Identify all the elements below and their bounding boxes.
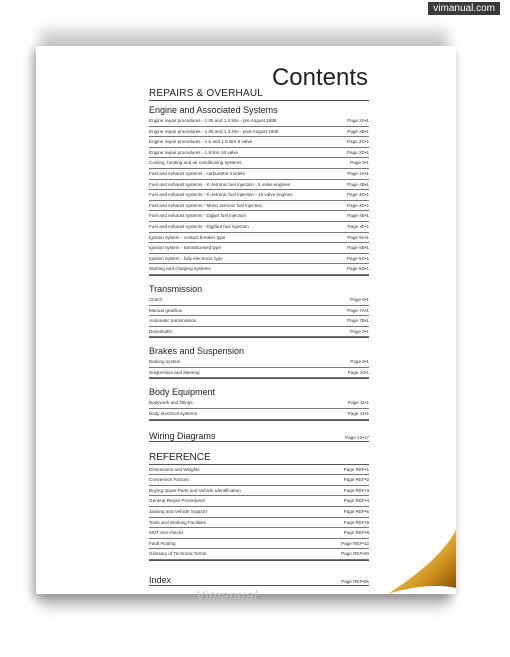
toc-entry-title: Fuel and exhaust systems - Digifant fuel injection [149,223,249,229]
toc-entry-title: Body electrical systems [149,411,197,417]
toc-entry[interactable] [149,211,369,222]
toc-entry-title: Conversion Factors [149,477,189,483]
toc-entry[interactable] [149,486,369,497]
toc-entry[interactable] [149,254,369,265]
page-title: Contents [271,64,368,91]
toc-entry[interactable] [149,222,369,233]
toc-entry-page: Page 5B•1 [347,245,369,251]
toc-entry-page: Page REF•4 [343,498,369,504]
toc-entry-page: Page 5A•1 [347,234,369,240]
section-transmission-heading: Transmission [149,283,203,294]
toc-entry-page: Page 2D•1 [346,149,369,155]
section-body-list [149,398,369,420]
toc-entry[interactable] [149,169,369,180]
section-brakes-heading: Brakes and Suspension [149,346,245,357]
toc-entry-title: Buying Spare Parts and Vehicle Identification [149,487,241,493]
toc-entry[interactable] [149,398,369,409]
toc-entry-title: General Repair Procedures [149,498,205,504]
toc-entry[interactable] [149,190,369,201]
toc-entry-title: Cooling, heating and air conditioning systems [149,160,242,166]
toc-entry-title: Tools and Working Facilities [149,519,206,525]
toc-entry-page: Page 4C•1 [346,192,369,198]
toc-entry-title: Engine repair procedures - 1.05 and 1.3 litre - pre August 1985 [149,118,277,123]
toc-entry-page: Page 11•1 [348,400,369,406]
index-row[interactable] [149,575,369,586]
section-repairs-overhaul: REPAIRS & OVERHAUL [149,88,369,101]
toc-entry-title: Engine repair procedures - 1.05 and 1.3 litre - post August 1985 [149,128,279,134]
toc-entry-page: Page 4A•1 [347,170,369,176]
toc-entry-title: Engine repair procedures - 1.6 and 1.8 litre 8 valve [149,139,253,145]
toc-entry-page: Page 2A•1 [347,118,369,123]
toc-entry[interactable] [149,295,369,306]
watermark-site: vimanual.com [428,2,500,15]
toc-entry-page: Page 3•1 [350,160,369,166]
section-body-heading: Body Equipment [149,387,216,398]
contents-list [149,86,369,586]
toc-entry-page: Page 8•1 [350,328,369,334]
toc-entry-title: Bodywork and fittings [149,400,193,406]
toc-entry-page: Page REF•8 [343,530,369,536]
toc-entry-page: Page 4B•1 [347,181,369,187]
toc-entry-page: Page REF•2 [343,477,369,483]
section-reference-heading: REFERENCE [149,452,369,465]
toc-entry-title: Suspension and steering [149,369,200,375]
toc-entry-title: Ignition system - contact breaker type [149,234,226,240]
toc-entry[interactable] [149,528,369,539]
toc-entry[interactable] [149,357,369,368]
toc-entry-page: Page REF•12 [341,540,369,546]
toc-entry[interactable] [149,518,369,529]
toc-entry[interactable] [149,496,369,507]
page-curl-icon [384,530,464,602]
toc-entry-page: Page REF•6 [343,519,369,525]
manual-page [36,46,456,603]
toc-entry[interactable] [149,327,369,338]
toc-entry-page: Page 9•1 [350,359,369,365]
toc-entry-title: Fuel and exhaust systems - carburettor models [149,170,245,176]
toc-entry-page: Page 2C•1 [346,139,369,145]
toc-entry-page: Page REF•3 [343,487,369,493]
toc-entry-page: Page REF•5 [343,509,369,515]
index-label: Index [149,575,172,585]
toc-entry[interactable] [149,475,369,486]
toc-entry-title: Ignition system - fully electronic type [149,255,223,261]
toc-entry-page: Page 4F•1 [347,223,369,229]
toc-entry[interactable] [149,507,369,518]
toc-entry-page: Page REF•20 [341,551,369,557]
toc-entry[interactable] [149,549,369,560]
toc-entry[interactable] [149,201,369,212]
toc-entry[interactable] [149,306,369,317]
toc-entry-title: Dimensions and Weights [149,466,200,472]
toc-entry-page: Page 10•1 [347,369,369,375]
toc-entry-title: Fuel and exhaust systems - Mono Jetronic fuel injection [149,202,263,208]
index-page: Page REF•25 [341,579,369,584]
watermark-center: Vimanual [196,588,258,603]
wiring-diagrams-label: Wiring Diagrams [149,430,216,441]
toc-entry[interactable] [149,158,369,169]
toc-entry-page: Page 7A•1 [347,307,369,313]
section-engine-list [149,116,369,276]
toc-entry-title: MOT test checks [149,530,184,536]
toc-entry-title: Fault Finding [149,540,176,546]
section-engine-heading: Engine and Associated Systems [149,105,278,115]
toc-entry-page: Page 7B•1 [347,318,369,324]
toc-entry-page: Page 2B•1 [347,128,369,134]
toc-entry[interactable] [149,233,369,244]
wiring-diagrams-row[interactable] [149,431,369,442]
toc-entry-title: Fuel and exhaust systems - K-Jetronic fuel injection - 16 valve engines [149,192,293,198]
toc-entry-page: Page 4D•1 [346,202,369,208]
toc-entry-title: Ignition system - transistorised type [149,245,221,251]
toc-entry-page: Page 5D•1 [346,266,369,272]
toc-entry[interactable] [149,465,369,476]
toc-entry[interactable] [149,264,369,275]
toc-entry-title: Jacking and Vehicle Support [149,509,207,515]
toc-entry-title: Glossary of Technical Terms [149,551,207,557]
toc-entry[interactable] [149,180,369,191]
toc-entry-title: Clutch [149,296,163,302]
toc-entry-title: Fuel and exhaust systems - Digijet fuel injection [149,213,247,219]
toc-entry-page: Page 4E•1 [347,213,369,219]
toc-entry-title: Engine repair procedures - 1.8 litre 16 valve [149,149,239,155]
section-reference-list [149,465,369,561]
toc-entry-page: Page 5C•1 [346,255,369,261]
toc-entry[interactable] [149,127,369,138]
toc-entry[interactable] [149,116,369,127]
toc-entry[interactable] [149,148,369,159]
toc-entry-page: Page 12•1 [347,411,369,417]
toc-entry-title: Starting and charging systems [149,266,211,272]
wiring-diagrams-page: Page 12•17 [345,434,369,440]
toc-entry[interactable] [149,243,369,254]
toc-entry[interactable] [149,368,369,379]
toc-entry-title: Manual gearbox [149,307,182,313]
toc-entry[interactable] [149,409,369,420]
toc-entry-title: Automatic transmission [149,318,197,324]
toc-entry-page: Page 6•1 [350,296,369,302]
toc-entry-title: Driveshafts [149,328,172,334]
toc-entry-title: Braking system [149,359,181,365]
section-brakes-list [149,357,369,379]
toc-entry[interactable] [149,539,369,550]
toc-entry-title: Fuel and exhaust systems - K-Jetronic fuel injection - 8 valve engines [149,181,290,187]
toc-entry[interactable] [149,137,369,148]
section-transmission-list [149,295,369,338]
toc-entry-page: Page REF•1 [343,466,369,472]
toc-entry[interactable] [149,316,369,327]
